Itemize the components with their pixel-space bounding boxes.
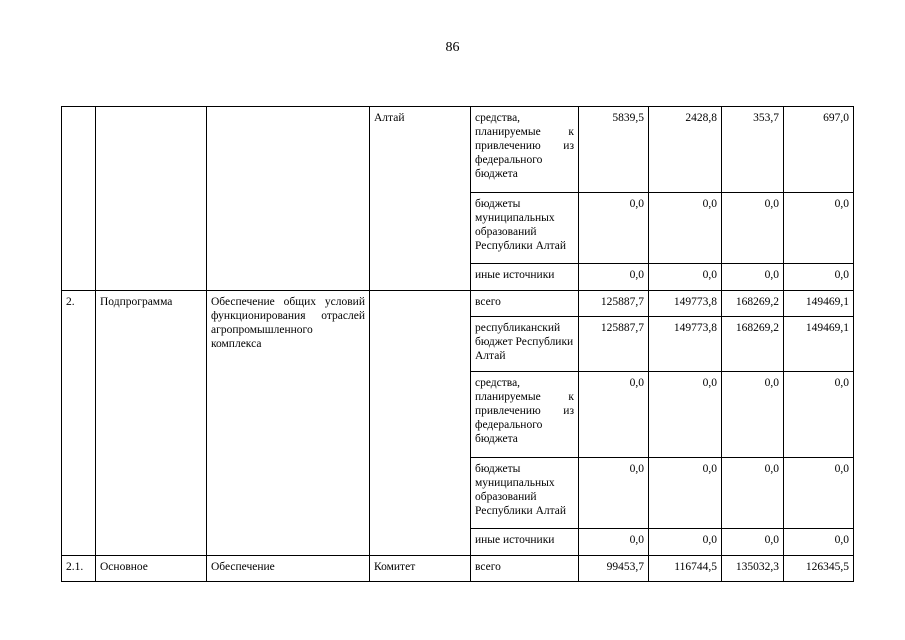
source-cell: иные источники <box>471 264 579 291</box>
value-cell: 0,0 <box>649 458 722 529</box>
num-cell: 2. <box>62 291 96 556</box>
value-cell: 0,0 <box>784 372 854 458</box>
value-cell: 0,0 <box>722 264 784 291</box>
value-cell: 0,0 <box>722 529 784 556</box>
value-cell: 0,0 <box>784 529 854 556</box>
value-cell: 0,0 <box>784 458 854 529</box>
type-cell <box>96 107 207 291</box>
value-cell: 149773,8 <box>649 291 722 317</box>
value-cell: 99453,7 <box>579 556 649 582</box>
page-number: 86 <box>445 40 460 55</box>
value-cell: 0,0 <box>722 193 784 264</box>
num-cell: 2.1. <box>62 556 96 582</box>
value-cell: 0,0 <box>649 193 722 264</box>
table-row <box>62 556 854 582</box>
value-cell: 116744,5 <box>649 556 722 582</box>
value-cell: 125887,7 <box>579 317 649 372</box>
value-cell: 0,0 <box>579 529 649 556</box>
source-cell: иные источники <box>471 529 579 556</box>
value-cell: 168269,2 <box>722 317 784 372</box>
executor-cell: Комитет <box>370 556 471 582</box>
type-cell: Основное <box>96 556 207 582</box>
executor-cell: Алтай <box>370 107 471 291</box>
value-cell: 353,7 <box>722 107 784 193</box>
table-row <box>62 107 854 193</box>
table-row <box>62 291 854 317</box>
source-cell: всего <box>471 556 579 582</box>
value-cell: 125887,7 <box>579 291 649 317</box>
budget-table <box>61 106 854 582</box>
source-cell: средства, планируемые к привлечению из федерального бюджета <box>471 107 579 193</box>
value-cell: 0,0 <box>649 264 722 291</box>
value-cell: 0,0 <box>649 372 722 458</box>
name-cell: Обеспечение общих условий функционирования отраслей агропромышленного комплекса <box>207 291 370 556</box>
value-cell: 697,0 <box>784 107 854 193</box>
num-cell <box>62 107 96 291</box>
value-cell: 0,0 <box>579 372 649 458</box>
value-cell: 0,0 <box>579 193 649 264</box>
value-cell: 149773,8 <box>649 317 722 372</box>
value-cell: 0,0 <box>722 372 784 458</box>
executor-cell <box>370 291 471 556</box>
source-cell: бюджеты муниципальных образований Республики Алтай <box>471 193 579 264</box>
name-cell: Обеспечение <box>207 556 370 582</box>
name-cell <box>207 107 370 291</box>
value-cell: 2428,8 <box>649 107 722 193</box>
value-cell: 5839,5 <box>579 107 649 193</box>
source-cell: всего <box>471 291 579 317</box>
value-cell: 0,0 <box>649 529 722 556</box>
source-cell: республиканский бюджет Республики Алтай <box>471 317 579 372</box>
source-cell: средства, планируемые к привлечению из федерального бюджета <box>471 372 579 458</box>
type-cell: Подпрограмма <box>96 291 207 556</box>
source-cell: бюджеты муниципальных образований Республики Алтай <box>471 458 579 529</box>
value-cell: 149469,1 <box>784 317 854 372</box>
value-cell: 135032,3 <box>722 556 784 582</box>
value-cell: 0,0 <box>579 458 649 529</box>
value-cell: 0,0 <box>784 264 854 291</box>
value-cell: 126345,5 <box>784 556 854 582</box>
value-cell: 168269,2 <box>722 291 784 317</box>
value-cell: 149469,1 <box>784 291 854 317</box>
value-cell: 0,0 <box>722 458 784 529</box>
value-cell: 0,0 <box>579 264 649 291</box>
value-cell: 0,0 <box>784 193 854 264</box>
